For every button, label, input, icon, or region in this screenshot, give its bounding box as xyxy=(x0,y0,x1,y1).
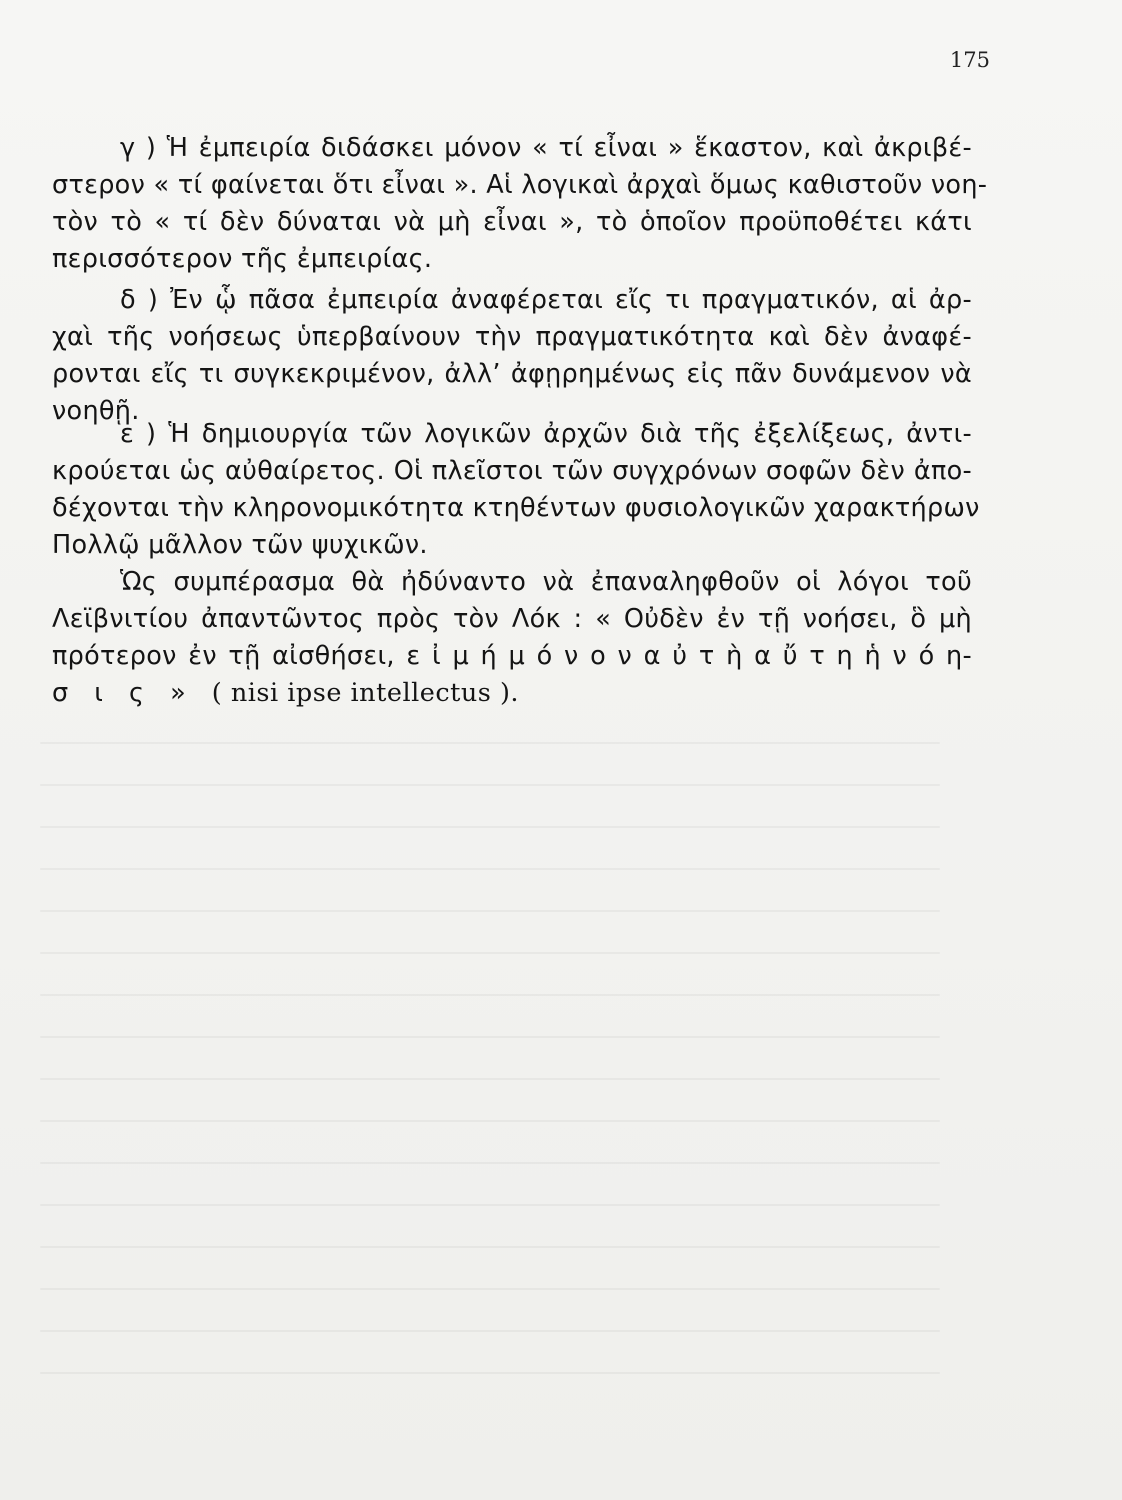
final-text-line xyxy=(52,675,972,711)
text-line: χαὶ τῆς νοήσεως ὑπερβαίνουν τὴν πραγματικότητα καὶ δὲν ἀναφέ- xyxy=(52,322,972,352)
text-line: περισσότερον τῆς ἐμπειρίας. xyxy=(52,244,433,274)
text-line: νοηθῇ. xyxy=(52,396,140,426)
text-line: δέχονται τὴν κληρονομικότητα κτηθέντων φυσιολογικῶν χαρακτήρων xyxy=(52,493,980,523)
text-line: πρότερον ἐν τῇ αἰσθήσει, ε ἰ μ ή μ ό ν ο ν α ὐ τ ὴ α ὔ τ η ἡ ν ό η- xyxy=(52,641,972,671)
text-line: ρονται εἴς τι συγκεκριμένον, ἀλλ’ ἀφῃρημένως εἰς πᾶν δυνάμενον νὰ xyxy=(52,359,972,389)
text-line: δ ) Ἐν ᾧ πᾶσα ἐμπειρία ἀναφέρεται εἴς τι πραγματικόν, αἱ ἀρ- xyxy=(120,285,972,315)
latin-quotation: ( nisi ipse intellectus ). xyxy=(211,678,520,708)
text-line: κρούεται ὡς αὐθαίρετος. Οἱ πλεῖστοι τῶν συγχρόνων σοφῶν δὲν ἀπο- xyxy=(52,456,972,486)
final-greek-fragment: σ ι ς » xyxy=(52,678,212,708)
text-line: Λεϊβνιτίου ἀπαντῶντος πρὸς τὸν Λόκ : « Οὐδὲν ἐν τῇ νοήσει, ὃ μὴ xyxy=(52,604,972,634)
text-line: Ὡς συμπέρασμα θὰ ἠδύναντο νὰ ἐπαναληφθοῦν οἱ λόγοι τοῦ xyxy=(120,567,972,597)
page-number: 175 xyxy=(949,48,990,72)
text-line: γ ) Ἡ ἐμπειρία διδάσκει μόνον « τί εἶναι » ἕκαστον, καὶ ἀκριβέ- xyxy=(120,133,972,163)
text-line: στερον « τί φαίνεται ὅτι εἶναι ». Αἱ λογικαὶ ἀρχαὶ ὅμως καθιστοῦν νοη- xyxy=(52,170,988,200)
text-line: Πολλῷ μᾶλλον τῶν ψυχικῶν. xyxy=(52,530,428,560)
text-line: τὸν τὸ « τί δὲν δύναται νὰ μὴ εἶναι », τὸ ὁποῖον προϋποθέτει κάτι xyxy=(52,207,972,237)
text-line: ε ) Ἡ δημιουργία τῶν λογικῶν ἀρχῶν διὰ τῆς ἐξελίξεως, ἀντι- xyxy=(120,419,972,449)
